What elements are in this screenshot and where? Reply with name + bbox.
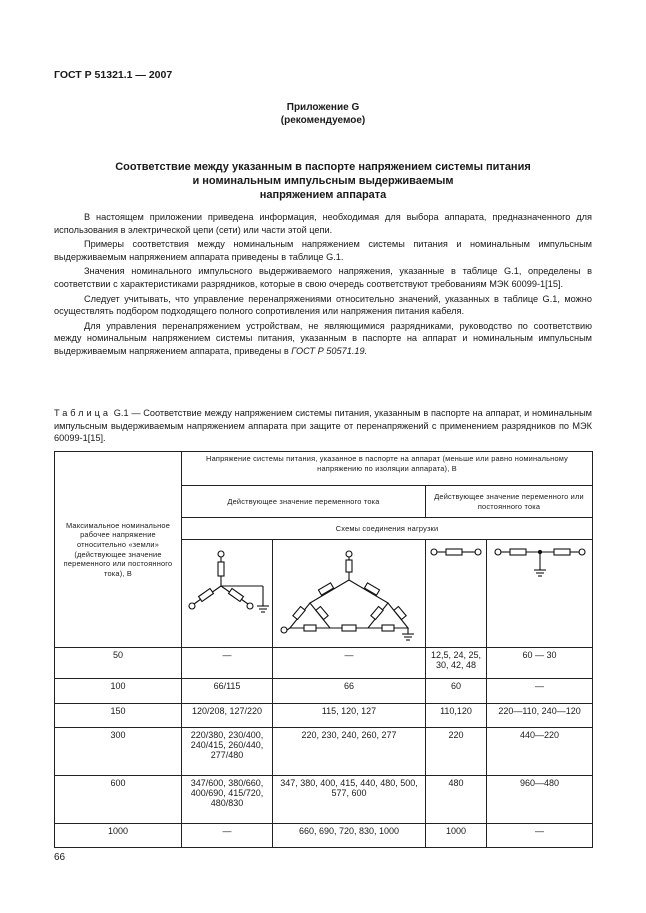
main-title-line: Соответствие между указанным в паспорте напряжением системы питания (115, 161, 531, 173)
table-cell: 220/380, 230/400, 240/415, 260/440, 277/480 (182, 728, 273, 776)
table-cell: 66 (273, 679, 426, 704)
delta-grounded-diagram (276, 546, 422, 642)
scheme-cell (426, 540, 487, 648)
paragraph: В настоящем приложении приведена информация, необходимая для выбора аппарата, предназначенного для использования в электрической цепи (сети) или части этой цепи. (54, 212, 592, 235)
annex-type: (рекомендуемое) (280, 115, 366, 126)
table-cell: 120/208, 127/220 (182, 704, 273, 728)
table-cell: 347/600, 380/660, 400/690, 415/720, 480/830 (182, 776, 273, 824)
supply-voltage-header: Напряжение системы питания, указанное в паспорте на аппарат (меньше или равно номинальному напряжению по изоляции аппарата), В (182, 452, 593, 486)
table-cell: — (487, 679, 593, 704)
ac-dc-header: Действующее значение переменного или постоянного тока (426, 486, 593, 518)
page-number: 66 (54, 852, 66, 863)
ac-header: Действующее значение переменного тока (182, 486, 426, 518)
table-cell: 150 (55, 704, 182, 728)
main-title-line: напряжением аппарата (259, 189, 387, 201)
table-cell: 115, 120, 127 (273, 704, 426, 728)
table-cell: — (182, 648, 273, 679)
table-cell: 480 (426, 776, 487, 824)
table-caption-text: G.1 — Соответствие между напряжением системы питания, указанным в паспорте на аппарат, и номинальным импульсным выдерживаемым напряжением аппарата при защите от перенапряжений с применением разрядников по МЭК 60099-1[15]. (54, 408, 592, 444)
table-cell: 660, 690, 720, 830, 1000 (273, 824, 426, 848)
paragraph: Следует учитывать, что управление перенапряжениями относительно значений, указанных в таблице G.1, можно осуществлять подбором подходящего полного сопротивления или напряжения питания кабеля. (54, 293, 592, 317)
table-cell: — (487, 824, 593, 848)
scheme-cell (273, 540, 426, 648)
scheme-cell (182, 540, 273, 648)
table-cell: 600 (55, 776, 182, 824)
schemes-header: Схемы соединения нагрузки (182, 518, 593, 540)
table-cell: 66/115 (182, 679, 273, 704)
voltage-table (54, 451, 593, 848)
table-cell: 347, 380, 400, 415, 440, 480, 500, 577, 600 (273, 776, 426, 824)
table-cell: 50 (55, 648, 182, 679)
paragraph (54, 320, 592, 358)
document-header: ГОСТ Р 51321.1 — 2007 (54, 69, 173, 81)
split-phase-grounded-diagram (494, 542, 586, 582)
table-cell: — (182, 824, 273, 848)
table-cell: 440—220 (487, 728, 593, 776)
scheme-cell (487, 540, 593, 648)
annex-heading (0, 101, 646, 127)
table-cell: 60 — 30 (487, 648, 593, 679)
table-cell: 220 (426, 728, 487, 776)
annex-title: Приложение G (286, 102, 360, 113)
table-caption (54, 407, 592, 445)
table-cell: — (273, 648, 426, 679)
table-cell: 220, 230, 240, 260, 277 (273, 728, 426, 776)
table-cell: 1000 (55, 824, 182, 848)
table-caption-label: Таблица (54, 408, 112, 418)
table-cell: 960—480 (487, 776, 593, 824)
row-header-cell: Максимальное номинальное рабочее напряжение относительно «земли» (действующее значение переменного или постоянного тока), В (55, 452, 182, 648)
star-grounded-diagram (185, 546, 269, 642)
paragraph: Значения номинального импульсного выдерживаемого напряжения, указанные в таблице G.1, определены в соответствии с характеристиками разрядников, которые в свою очередь соответствуют требованиям МЭК 60099-1[15]. (54, 266, 592, 289)
table-cell: 12,5, 24, 25, 30, 42, 48 (426, 648, 487, 679)
standard-reference: ГОСТ Р 50571.19. (291, 345, 368, 356)
paragraph-text: Для управления перенапряжением устройствам, не являющимися разрядниками, руководство по соответствию между номинальным напряжением системы питания, указанным в паспорте на аппарат и номинальным импульсным выдерживаемым напряжением аппарата, приведены в (54, 320, 592, 356)
single-phase-diagram (430, 542, 482, 562)
table-cell: 220—110, 240—120 (487, 704, 593, 728)
table-cell: 300 (55, 728, 182, 776)
table-cell: 60 (426, 679, 487, 704)
table-cell: 100 (55, 679, 182, 704)
paragraph: Примеры соответствия между номинальным напряжением системы питания и номинальным импульсным выдерживаемым напряжением аппарата приведены в таблице G.1. (54, 239, 592, 262)
table-cell: 1000 (426, 824, 487, 848)
table-cell: 110,120 (426, 704, 487, 728)
main-title-line: и номинальным импульсным выдерживаемым (192, 175, 454, 187)
body-text (54, 211, 592, 360)
main-title (0, 160, 646, 202)
